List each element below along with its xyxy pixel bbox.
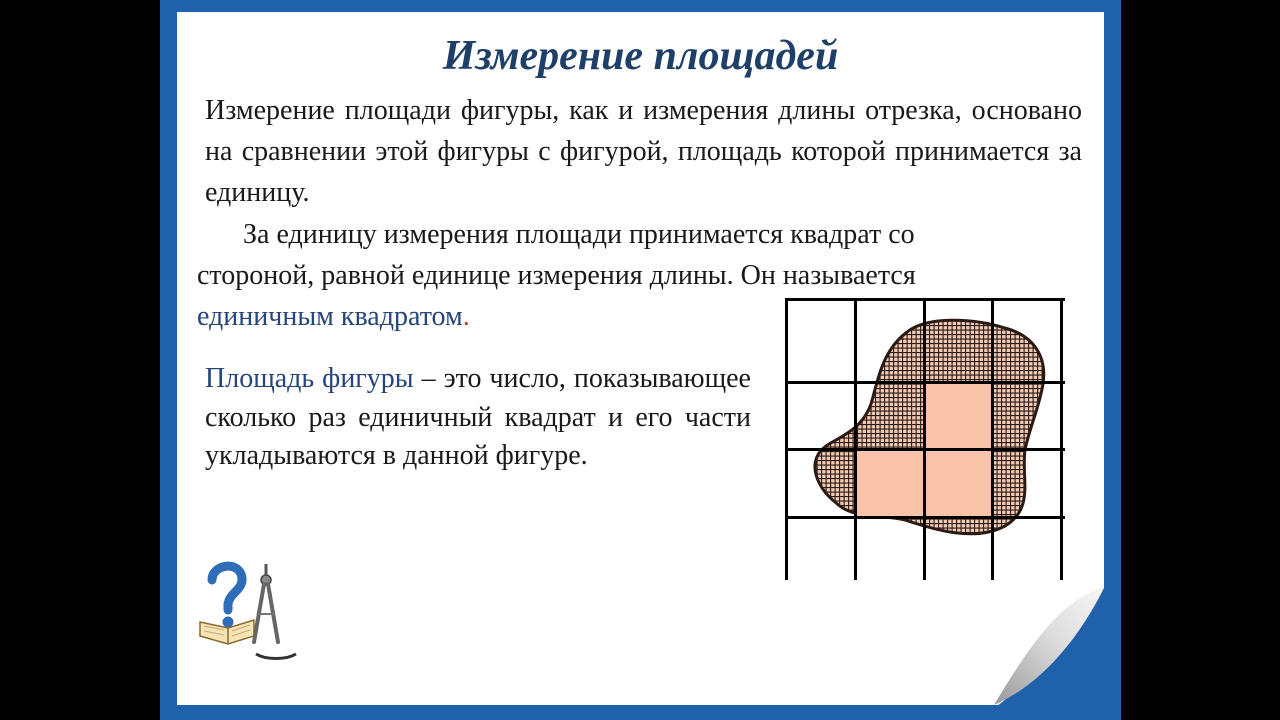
geometry-clipart xyxy=(196,558,306,668)
unit-square-3 xyxy=(924,450,991,516)
term-figure-area: Площадь фигуры xyxy=(205,363,414,394)
question-mark-icon xyxy=(212,566,242,627)
definition-text: – это число, показывающее сколько раз единичный квадрат и его части укладываются в данной фигуре. xyxy=(205,363,751,471)
unit-square-1 xyxy=(924,382,991,448)
paragraph-area-definition xyxy=(205,360,751,476)
paragraph-unit-line3 xyxy=(197,296,797,337)
slide-title: Измерение площадей xyxy=(442,33,839,79)
page-curl xyxy=(994,588,1104,708)
compass-icon xyxy=(254,564,296,659)
unit-square-2 xyxy=(856,450,923,516)
slide-paper xyxy=(177,12,1104,705)
area-grid-figure xyxy=(785,298,1065,580)
paragraph-unit-line1: За единицу измерения площади принимается квадрат со xyxy=(243,219,915,250)
term-period: . xyxy=(462,301,470,332)
paragraph-area-measurement: Измерение площади фигуры, как и измерения длины отрезка, основано на сравнении этой фигуры с фигурой, площадь которой принимается за единицу. xyxy=(205,95,1082,208)
paragraph-unit-line2: стороной, равной единице измерения длины. Он называется xyxy=(197,260,916,291)
term-unit-square: единичным квадратом xyxy=(197,301,463,332)
